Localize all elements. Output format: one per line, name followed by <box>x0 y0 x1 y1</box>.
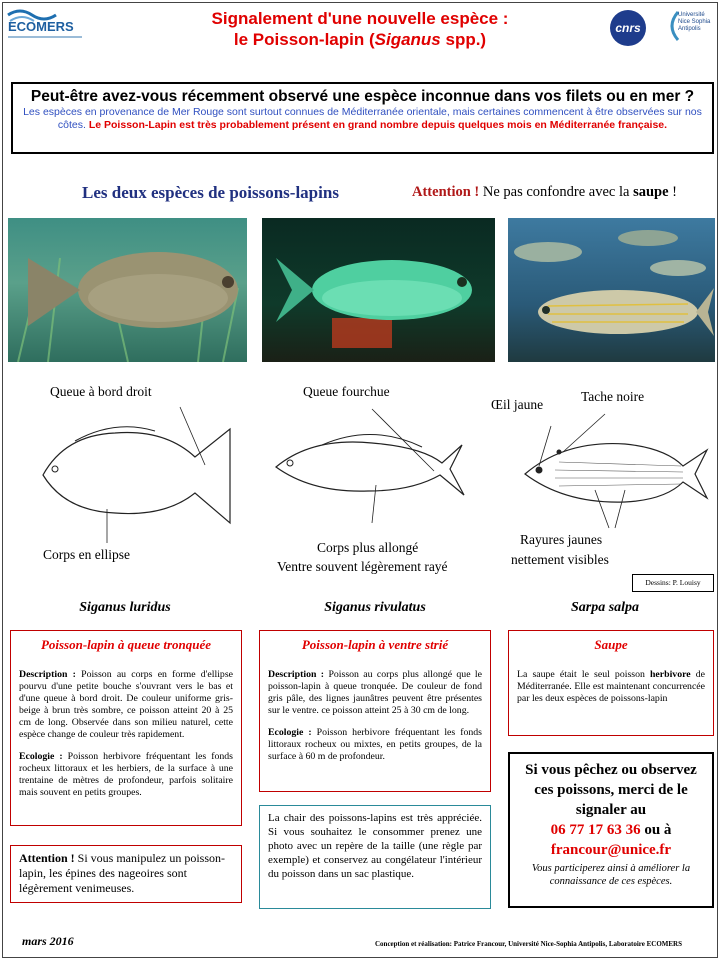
ecomers-logo <box>6 5 86 41</box>
intro-highlight: Le Poisson-Lapin est très probablement présent en grand nombre depuis quelques mois en Méditerranée française. <box>88 119 668 131</box>
fish-photo-1-icon <box>8 218 247 362</box>
species-section-title: Les deux espèces de poissons-lapins <box>82 183 339 202</box>
label-yellow-stripes: Rayures jaunes <box>520 532 603 547</box>
contact-phone-line: 06 77 17 63 36 ou à <box>550 822 672 838</box>
cnrs-logo: cnrs <box>610 10 646 46</box>
info-box-rivulatus <box>259 630 491 792</box>
drawing-sarpa-salpa <box>515 410 715 540</box>
contact-phone[interactable]: 06 77 17 63 36 <box>550 822 641 838</box>
species-name-rivulatus: Siganus rivulatus <box>324 600 426 615</box>
label-body-ellipse: Corps en ellipse <box>43 547 130 562</box>
consumption-box <box>259 805 491 909</box>
photo-sarpa-salpa <box>508 218 715 362</box>
species-name-luridus: Siganus luridus <box>79 600 171 615</box>
label-body-elongated: Corps plus allongé <box>317 540 419 555</box>
info-box-salpa <box>508 630 714 736</box>
contact-request: Si vous pêchez ou observez ces poissons, merci de le signaler au <box>525 762 697 818</box>
label-black-spot: Tache noire <box>581 389 645 404</box>
university-logo <box>664 8 712 44</box>
ecology-luridus: Ecologie : Poisson herbivore fréquentant les fonds rocheux littoraux et les herbiers, de la surface à une trentaine de mètres de profondeur, parfois solitaire mais souvent en petits groupes. <box>19 751 233 798</box>
info-box-luridus <box>10 630 242 826</box>
ecomers-subtitle-line <box>8 36 82 38</box>
consumption-text: La chair des poissons-lapins est très appréciée. Si vous souhaitez le consommer prenez une photo avec un repère de la taille (une règle par exemple) et conservez au congélateur l'intérieur du poisson dans un sac plastique. <box>268 812 482 880</box>
fish-photo-2-icon <box>262 218 495 362</box>
attention-text: Attention ! Si vous manipulez un poisson-lapin, les épines des nageoires sont légèrement venimeuses. <box>19 851 225 895</box>
box-heading-salpa: Saupe <box>594 637 628 652</box>
contact-email[interactable]: francour@unice.fr <box>550 842 672 858</box>
label-stripes-visible: nettement visibles <box>511 552 609 567</box>
drawing-siganus-luridus <box>35 405 235 545</box>
description-rivulatus: Description : Poisson au corps plus allongé que le poisson-lapin à queue tronquée. De couleur de fond gris pâle, des lignes jaunâtres peuvent être présentes sur le ventre. ce poisson atteint 25 à 30 cm de long. <box>268 669 482 716</box>
contact-note: Vous participerez ainsi à améliorer la connaissance de ces espèces. <box>531 863 691 887</box>
fish-photo-3-icon <box>508 218 715 362</box>
contact-box <box>508 752 714 908</box>
warning-heading: Attention ! Ne pas confondre avec la saupe ! <box>412 184 677 200</box>
box-heading-luridus: Poisson-lapin à queue tronquée <box>40 637 212 652</box>
ecology-rivulatus: Ecologie : Poisson herbivore fréquentant les fonds littoraux rocheux ou mixtes, en petits groupes, de la surface à 60 m de profondeur. <box>268 727 482 762</box>
photo-siganus-luridus <box>8 218 247 362</box>
label-tail-forked: Queue fourchue <box>303 384 390 399</box>
description-luridus: Description : Poisson au corps en forme d'ellipse pourvu d'une petite bouche s'ouvrant vers le bas et d'une queue à bord droit. De couleur uniforme gris-beige à brun très sombre, ce poisson atteint 20 à 25 cm de long. Observée dans son milieu naturel, cette espèce change de couleur très rapidement. <box>19 669 233 740</box>
species-name-salpa: Sarpa salpa <box>570 600 640 615</box>
label-tail-straight: Queue à bord droit <box>50 384 152 399</box>
footer-date: mars 2016 <box>22 934 74 948</box>
label-belly-striped: Ventre souvent légèrement rayé <box>277 559 448 574</box>
drawing-credit: Dessins: P. Louisy <box>632 574 714 592</box>
intro-text: Les espèces en provenance de Mer Rouge sont surtout connues de Méditerranée orientale, mais certaines commencent à être observées sur nos côtes. Le Poisson-Lapin est très probablement présent en grand nombre depuis quelques mois en Méditerranée française. <box>23 106 702 131</box>
drawing-siganus-rivulatus <box>272 405 472 525</box>
intro-question: Peut-être avez-vous récemment observé une espèce inconnue dans vos filets ou en mer ? <box>30 88 695 105</box>
university-name: Université Nice Sophia Antipolis <box>678 12 711 32</box>
photo-siganus-rivulatus <box>262 218 495 362</box>
attention-box <box>10 845 242 903</box>
description-salpa: La saupe était le seul poisson herbivore de Méditerranée. Elle est maintenant concurrencée par les deux espèces de poissons-lapin <box>517 669 705 704</box>
label-yellow-eye: Œil jaune <box>491 397 544 412</box>
intro-box <box>11 82 714 154</box>
page-title: Signalement d'une nouvelle espèce : le Poisson-lapin (Siganus spp.) <box>211 9 509 49</box>
box-heading-rivulatus: Poisson-lapin à ventre strié <box>301 637 449 652</box>
footer-credits: Conception et réalisation: Patrice Francour, Université Nice-Sophia Antipolis, Laboratoire ECOMERS <box>375 940 683 948</box>
ecomers-brand: ECOMERS <box>8 19 74 34</box>
